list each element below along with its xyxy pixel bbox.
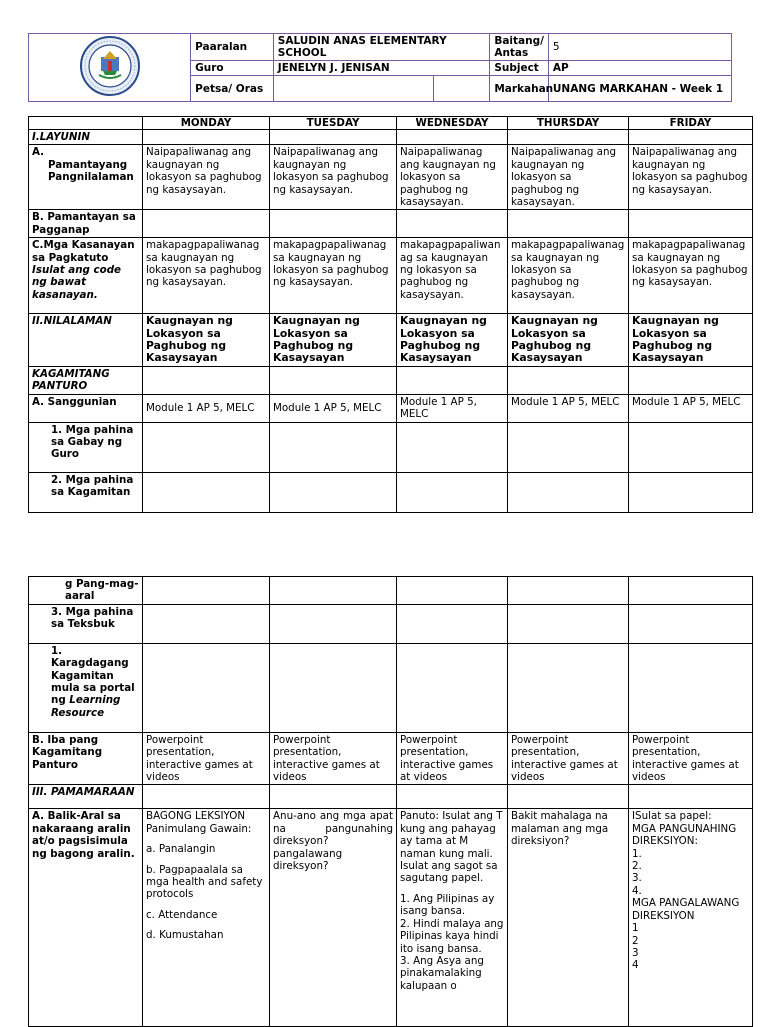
teacher-label: Guro [191, 61, 274, 76]
cell-tuesday: Anu-ano ang mga apat na pangunahing direksyon? pangalawang direksyon? [270, 809, 397, 1027]
subject-value: AP [548, 61, 731, 76]
school-value: SALUDIN ANAS ELEMENTARY SCHOOL [273, 34, 490, 61]
cell-friday: ISulat sa papel: MGA PANGUNAHING DIREKSIYON: 1. 2. 3. 4. MGA PANGALAWANG DIREKSIYON 1 2 3 4 [629, 809, 753, 1027]
label-pamantayan-sa-pagganap: B. Pamantayan sa Pagganap [29, 210, 143, 238]
label-iba-pang-kagamitan: B. Iba pang Kagamitang Panturo [29, 732, 143, 785]
cell-wednesday: Kaugnayan ng Lokasyon sa Paghubog ng Kasaysayan [397, 314, 508, 367]
cell-thursday: Module 1 AP 5, MELC [508, 394, 629, 422]
section-kagamitang-panturo: KAGAMITANG PANTURO [29, 366, 143, 394]
cell-tuesday: Naipapaliwanag ang kaugnayan ng lokasyon sa paghubog ng kasaysayan. [270, 145, 397, 210]
cell-tuesday: Powerpoint presentation, interactive games at videos [270, 732, 397, 785]
table-row [29, 210, 753, 238]
table-row [29, 394, 753, 422]
table-row [29, 643, 753, 732]
table-row [29, 130, 753, 145]
label-pamantayang-pangnilalaman: A. Pamantayang Pangnilalaman [29, 145, 143, 210]
label-kagamitan-part-b: g Pang-mag-aaral [29, 577, 143, 605]
cell-monday: Module 1 AP 5, MELC [143, 394, 270, 422]
cell-monday: makapagpapaliwanag sa kaugnayan ng lokasyon sa paghubog ng kasaysayan. [143, 238, 270, 314]
cell-wednesday: Naipapaliwanag ang kaugnayan ng lokasyon sa paghubog ng kasaysayan. [397, 145, 508, 210]
cell-thursday: Naipapaliwanag ang kaugnayan ng lokasyon sa paghubog ng kasaysayan. [508, 145, 629, 210]
cell-thursday: Kaugnayan ng Lokasyon sa Paghubog ng Kasaysayan [508, 314, 629, 367]
cell-wednesday: Panuto: Isulat ang T kung ang pahayag ay tama at M naman kung mali. Isulat ang sagot sa sagutang papel. 1. Ang Pilipinas ay isang bansa. 2. Hindi malaya ang Pilipinas kaya hindi ito isang bansa. 3. Ang Asya ang pinakamalaking kalupaan o [397, 809, 508, 1027]
cell-wednesday: Powerpoint presentation, interactive games at videos [397, 732, 508, 785]
label-balik-aral: A. Balik-Aral sa nakaraang aralin at/o pagsisimula ng bagong aralin. [29, 809, 143, 1027]
cell-thursday: Bakit mahalaga na malaman ang mga direksiyon? [508, 809, 629, 1027]
label-kasanayan: C.Mga Kasanayan sa Pagkatuto Isulat ang code ng bawat kasanayan. [29, 238, 143, 314]
cell-wednesday: makapagpapaliwanag sa kaugnayan ng lokasyon sa paghubog ng kasaysayan. [397, 238, 508, 314]
table-row [29, 732, 753, 785]
section-pamamaraan: III. PAMAMARAAN [29, 785, 143, 809]
day-header-row [29, 117, 753, 130]
date-label: Petsa/ Oras [191, 76, 274, 102]
date-value-1 [273, 76, 433, 102]
table-row [29, 809, 753, 1027]
cell-tuesday: Kaugnayan ng Lokasyon sa Paghubog ng Kasaysayan [270, 314, 397, 367]
label-kagamitan-part-a: 2. Mga pahina sa Kagamitan [29, 472, 143, 512]
section-nilalaman: II.NILALAMAN [29, 314, 143, 367]
label-karagdagang-kagamitan: 1. Karagdagang Kagamitan mula sa portal ng Learning Resource [29, 643, 143, 732]
cell-friday: makapagpapaliwanag sa kaugnayan ng lokasyon sa paghubog ng kasaysayan. [629, 238, 753, 314]
cell-monday: Powerpoint presentation, interactive games at videos [143, 732, 270, 785]
cell-friday: Naipapaliwanag ang kaugnayan ng lokasyon sa paghubog ng kasaysayan. [629, 145, 753, 210]
section-layunin: I.LAYUNIN [29, 130, 143, 145]
table-row [29, 314, 753, 367]
cell-tuesday: makapagpapaliwanag sa kaugnayan ng lokasyon sa paghubog ng kasaysayan. [270, 238, 397, 314]
table-row [29, 577, 753, 605]
cell-monday: Kaugnayan ng Lokasyon sa Paghubog ng Kasaysayan [143, 314, 270, 367]
label-sanggunian: A. Sanggunian [29, 394, 143, 422]
table-row [29, 472, 753, 512]
quarter-value: UNANG MARKAHAN - Week 1 [548, 76, 731, 102]
table-row [29, 785, 753, 809]
table-row [29, 366, 753, 394]
day-header-friday: FRIDAY [629, 117, 753, 130]
cell-monday: Naipapaliwanag ang kaugnayan ng lokasyon sa paghubog ng kasaysayan. [143, 145, 270, 210]
school-seal-logo [79, 35, 141, 97]
label-gabay-ng-guro: 1. Mga pahina sa Gabay ng Guro [29, 422, 143, 472]
date-value-2 [433, 76, 489, 102]
cell-tuesday: Module 1 AP 5, MELC [270, 394, 397, 422]
school-label: Paaralan [191, 34, 274, 61]
cell-friday: Kaugnayan ng Lokasyon sa Paghubog ng Kasaysayan [629, 314, 753, 367]
cell-friday: Powerpoint presentation, interactive games at videos [629, 732, 753, 785]
day-header-monday: MONDAY [143, 117, 270, 130]
cell-friday: Module 1 AP 5, MELC [629, 394, 753, 422]
school-info-header [28, 33, 732, 102]
cell-wednesday: Module 1 AP 5, MELC [397, 394, 508, 422]
table-row [29, 604, 753, 643]
cell-monday: BAGONG LEKSIYON Panimulang Gawain: a. Panalangin b. Pagpapaalala sa mga health and safety protocols c. Attendance d. Kumustahan [143, 809, 270, 1027]
label-teksbuk: 3. Mga pahina sa Teksbuk [29, 604, 143, 643]
lesson-log-table-part-1 [28, 116, 753, 513]
table-row [29, 238, 753, 314]
teacher-value: JENELYN J. JENISAN [273, 61, 490, 76]
table-row [29, 145, 753, 210]
school-seal-cell [29, 34, 191, 102]
day-header-wednesday: WEDNESDAY [397, 117, 508, 130]
grade-value: 5 [548, 34, 731, 61]
cell-thursday: Powerpoint presentation, interactive games at videos [508, 732, 629, 785]
cell-thursday: makapagpapaliwanag sa kaugnayan ng lokasyon sa paghubog ng kasaysayan. [508, 238, 629, 314]
grade-label: Baitang/ Antas [490, 34, 549, 61]
quarter-label: Markahan [490, 76, 549, 102]
table-row [29, 422, 753, 472]
day-header-tuesday: TUESDAY [270, 117, 397, 130]
corner-cell [29, 117, 143, 130]
day-header-thursday: THURSDAY [508, 117, 629, 130]
subject-label: Subject [490, 61, 549, 76]
lesson-log-table-part-2 [28, 576, 753, 1027]
